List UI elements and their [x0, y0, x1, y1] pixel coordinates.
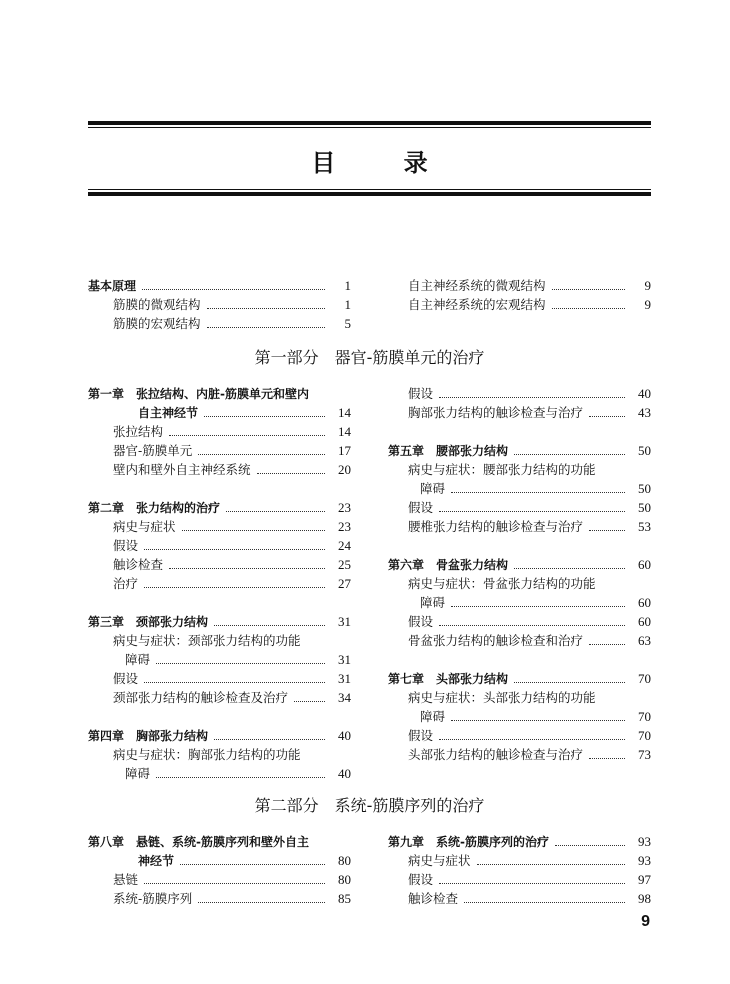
- toc-entry-label: 病史与症状：颈部张力结构的功能: [113, 633, 301, 648]
- toc-entry-page: 25: [338, 557, 351, 572]
- toc-entry-page: 70: [638, 709, 651, 724]
- toc-entry-label: 第九章 系统-筋膜序列的治疗: [388, 835, 549, 849]
- toc-entry-page: 31: [338, 652, 351, 667]
- toc-entry-page: 27: [338, 576, 351, 591]
- leader-dots: [294, 701, 325, 702]
- toc-entry-label: 张拉结构: [113, 424, 164, 439]
- toc-entry-label: 筋膜的微观结构: [113, 297, 201, 312]
- toc-chapter-1[interactable]: [88, 384, 351, 404]
- toc-entry-label: 第七章 头部张力结构: [388, 672, 509, 686]
- part-two-heading: 第二部分 系统-筋膜序列的治疗: [254, 796, 485, 815]
- toc-entry-page: 97: [638, 872, 651, 887]
- toc-entry-label: 病史与症状：腰部张力结构的功能: [408, 462, 596, 477]
- leader-dots: [144, 587, 325, 588]
- toc-entry-cont[interactable]: [388, 593, 651, 613]
- leader-dots: [142, 289, 325, 290]
- toc-entry-label: 基本原理: [88, 279, 137, 293]
- toc-entry-label: 第三章 颈部张力结构: [88, 615, 209, 629]
- toc-entry[interactable]: [388, 403, 651, 423]
- toc-entry-page: 9: [644, 297, 651, 312]
- leader-dots: [439, 625, 625, 626]
- toc-chapter-2[interactable]: [88, 498, 351, 518]
- toc-entry-label: 触诊检查: [408, 891, 459, 906]
- page-title: 目 录: [311, 149, 458, 177]
- toc-entry-label: 自主神经系统的宏观结构: [408, 297, 546, 312]
- leader-dots: [514, 682, 625, 683]
- toc-entry-label: 第八章 悬链、系统-筋膜序列和壁外自主: [88, 835, 309, 849]
- leader-dots: [439, 883, 625, 884]
- toc-entry-cont[interactable]: [388, 707, 651, 727]
- toc-entry-cont[interactable]: [88, 650, 351, 670]
- toc-entry-label: 病史与症状: [408, 853, 471, 868]
- toc-entry-label: 病史与症状：胸部张力结构的功能: [113, 747, 301, 762]
- toc-entry-page: 34: [338, 690, 351, 705]
- toc-entry[interactable]: [388, 574, 651, 594]
- leader-dots: [144, 682, 325, 683]
- toc-entry-label: 障碍: [420, 595, 446, 610]
- toc-entry-label: 第五章 腰部张力结构: [388, 444, 509, 458]
- toc-entry[interactable]: [88, 460, 351, 480]
- leader-dots: [589, 416, 625, 417]
- leader-dots: [451, 606, 625, 607]
- toc-entry-label: 神经节: [138, 854, 175, 868]
- leader-dots: [552, 289, 625, 290]
- toc-entry-page: 23: [338, 500, 351, 515]
- leader-dots: [589, 530, 625, 531]
- toc-entry[interactable]: [88, 631, 351, 651]
- leader-dots: [204, 416, 325, 417]
- toc-entry-page: 80: [338, 872, 351, 887]
- leader-dots: [451, 720, 625, 721]
- toc-chapter-8[interactable]: [88, 832, 351, 852]
- toc-entry-label: 病史与症状：头部张力结构的功能: [408, 690, 596, 705]
- toc-chapter-4[interactable]: [88, 726, 351, 746]
- leader-dots: [156, 777, 325, 778]
- toc-entry-label: 治疗: [113, 576, 139, 591]
- toc-entry[interactable]: [388, 631, 651, 651]
- toc-entry[interactable]: [88, 870, 351, 890]
- toc-entry-label: 假设: [408, 500, 434, 515]
- toc-entry-label: 病史与症状：骨盆张力结构的功能: [408, 576, 596, 591]
- toc-entry-label: 筋膜的宏观结构: [113, 316, 201, 331]
- toc-entry-label: 自主神经系统的微观结构: [408, 278, 546, 293]
- toc-entry-label: 第二章 张力结构的治疗: [88, 501, 221, 515]
- leader-dots: [180, 864, 325, 865]
- leader-dots: [169, 568, 325, 569]
- toc-entry-page: 80: [338, 853, 351, 868]
- toc-entry-label: 自主神经节: [138, 406, 199, 420]
- toc-entry[interactable]: [388, 726, 651, 746]
- toc-entry[interactable]: [388, 498, 651, 518]
- toc-entry-page: 23: [338, 519, 351, 534]
- part-one-heading: 第一部分 器官-筋膜单元的治疗: [254, 348, 485, 367]
- toc-entry-page: 40: [338, 766, 351, 781]
- leader-dots: [198, 454, 325, 455]
- leader-dots: [214, 739, 325, 740]
- toc-entry-page: 50: [638, 500, 651, 515]
- toc-entry-label: 腰椎张力结构的触诊检查与治疗: [408, 519, 584, 534]
- toc-entry[interactable]: [388, 460, 651, 480]
- toc-entry[interactable]: [88, 517, 351, 537]
- toc-entry-page: 50: [638, 443, 651, 458]
- toc-entry[interactable]: [88, 555, 351, 575]
- toc-entry-label: 假设: [113, 671, 139, 686]
- leader-dots: [514, 454, 625, 455]
- toc-entry[interactable]: [388, 870, 651, 890]
- toc-entry-page: 24: [338, 538, 351, 553]
- toc-entry-label: 头部张力结构的触诊检查与治疗: [408, 747, 584, 762]
- toc-entry-page: 14: [338, 405, 351, 420]
- title-rule-top: [88, 121, 651, 128]
- toc-entry[interactable]: [388, 688, 651, 708]
- toc-chapter-3[interactable]: [88, 612, 351, 632]
- leader-dots: [439, 397, 625, 398]
- toc-entry[interactable]: [88, 688, 351, 708]
- toc-entry-label: 颈部张力结构的触诊检查及治疗: [113, 690, 289, 705]
- page-number: 9: [641, 913, 650, 930]
- toc-entry-page: 50: [638, 481, 651, 496]
- toc-entry-page: 14: [338, 424, 351, 439]
- toc-entry[interactable]: [388, 851, 651, 871]
- leader-dots: [555, 845, 625, 846]
- leader-dots: [182, 530, 325, 531]
- toc-entry-page: 98: [638, 891, 651, 906]
- toc-entry-page: 73: [638, 747, 651, 762]
- leader-dots: [144, 549, 325, 550]
- leader-dots: [589, 758, 625, 759]
- toc-entry-cont[interactable]: [88, 764, 351, 784]
- toc-entry-label: 假设: [408, 386, 434, 401]
- leader-dots: [207, 308, 325, 309]
- toc-entry[interactable]: [388, 745, 651, 765]
- toc-entry-page: 31: [338, 671, 351, 686]
- toc-entry-page: 63: [638, 633, 651, 648]
- toc-entry-page: 1: [344, 278, 351, 293]
- toc-entry-page: 9: [644, 278, 651, 293]
- toc-entry-page: 17: [338, 443, 351, 458]
- toc-entry-page: 60: [638, 595, 651, 610]
- leader-dots: [156, 663, 325, 664]
- toc-entry-page: 70: [638, 671, 651, 686]
- toc-entry-page: 60: [638, 614, 651, 629]
- toc-entry-page: 43: [638, 405, 651, 420]
- leader-dots: [464, 902, 625, 903]
- leader-dots: [439, 739, 625, 740]
- toc-entry-label: 胸部张力结构的触诊检查与治疗: [408, 405, 584, 420]
- toc-entry[interactable]: [388, 384, 651, 404]
- toc-entry[interactable]: [88, 536, 351, 556]
- toc-entry-label: 骨盆张力结构的触诊检查和治疗: [408, 633, 584, 648]
- toc-chapter-5[interactable]: [388, 441, 651, 461]
- leader-dots: [257, 473, 325, 474]
- toc-chapter-7[interactable]: [388, 669, 651, 689]
- leader-dots: [451, 492, 625, 493]
- toc-entry-cont[interactable]: [388, 479, 651, 499]
- leader-dots: [477, 864, 625, 865]
- toc-entry-label: 障碍: [125, 652, 151, 667]
- toc-entry-label: 壁内和壁外自主神经系统: [113, 462, 251, 477]
- toc-chapter-1-cont[interactable]: [88, 403, 351, 423]
- toc-entry-label: 假设: [408, 872, 434, 887]
- toc-chapter-9[interactable]: [388, 832, 651, 852]
- toc-entry[interactable]: [88, 295, 351, 315]
- toc-entry[interactable]: [88, 745, 351, 765]
- toc-entry-page: 31: [338, 614, 351, 629]
- leader-dots: [169, 435, 325, 436]
- toc-entry-page: 93: [638, 853, 651, 868]
- toc-entry-page: 60: [638, 557, 651, 572]
- toc-entry-label: 器官-筋膜单元: [113, 443, 193, 458]
- toc-entry-label: 障碍: [125, 766, 151, 781]
- toc-entry-label: 假设: [408, 728, 434, 743]
- leader-dots: [226, 511, 325, 512]
- toc-entry-page: 40: [638, 386, 651, 401]
- toc-entry[interactable]: [388, 276, 651, 296]
- toc-entry-label: 障碍: [420, 709, 446, 724]
- leader-dots: [144, 883, 325, 884]
- toc-entry-label: 假设: [113, 538, 139, 553]
- toc-entry[interactable]: [88, 889, 351, 909]
- leader-dots: [514, 568, 625, 569]
- toc-entry[interactable]: [88, 441, 351, 461]
- toc-entry[interactable]: [388, 517, 651, 537]
- toc-chapter-6[interactable]: [388, 555, 651, 575]
- toc-entry[interactable]: [88, 314, 351, 334]
- toc-entry-label: 假设: [408, 614, 434, 629]
- toc-entry[interactable]: [388, 295, 651, 315]
- toc-entry-label: 第四章 胸部张力结构: [88, 729, 209, 743]
- leader-dots: [214, 625, 325, 626]
- toc-entry[interactable]: [388, 889, 651, 909]
- toc-entry-basic-principles[interactable]: [88, 276, 351, 296]
- toc-entry-label: 障碍: [420, 481, 446, 496]
- toc-entry[interactable]: [88, 422, 351, 442]
- toc-entry[interactable]: [88, 669, 351, 689]
- toc-chapter-8-cont[interactable]: [88, 851, 351, 871]
- toc-entry-label: 病史与症状: [113, 519, 176, 534]
- toc-entry-page: 40: [338, 728, 351, 743]
- toc-entry-page: 1: [344, 297, 351, 312]
- leader-dots: [198, 902, 325, 903]
- title-rule-bottom: [88, 189, 651, 196]
- toc-entry-label: 触诊检查: [113, 557, 164, 572]
- toc-entry-label: 第六章 骨盆张力结构: [388, 558, 509, 572]
- toc-entry-page: 93: [638, 834, 651, 849]
- leader-dots: [552, 308, 625, 309]
- toc-entry-page: 85: [338, 891, 351, 906]
- toc-entry-label: 悬链: [113, 872, 139, 887]
- toc-entry-page: 70: [638, 728, 651, 743]
- toc-entry-page: 20: [338, 462, 351, 477]
- leader-dots: [439, 511, 625, 512]
- toc-entry-page: 5: [344, 316, 351, 331]
- toc-entry[interactable]: [88, 574, 351, 594]
- toc-entry-label: 系统-筋膜序列: [113, 891, 193, 906]
- toc-entry-label: 第一章 张拉结构、内脏-筋膜单元和壁内: [88, 387, 309, 401]
- leader-dots: [589, 644, 625, 645]
- leader-dots: [207, 327, 325, 328]
- toc-entry[interactable]: [388, 612, 651, 632]
- toc-entry-page: 53: [638, 519, 651, 534]
